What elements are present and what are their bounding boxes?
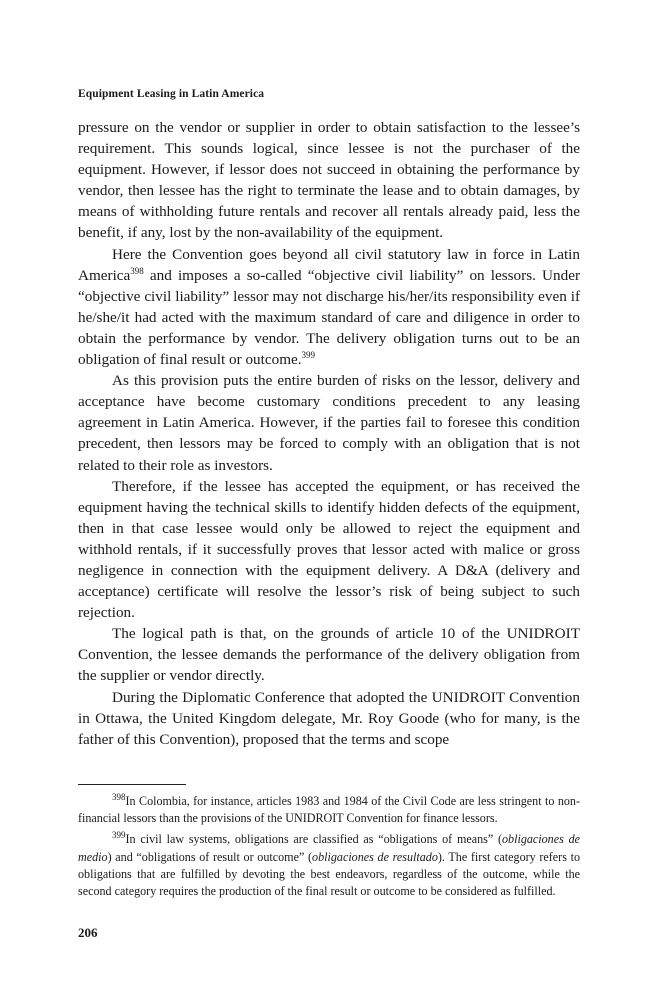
paragraph-5: The logical path is that, on the grounds of article 10 of the UNIDROIT Convention, the lessee demands the performance of the delivery obligation from the supplier or vendor directly. <box>78 625 580 685</box>
paragraph-2 <box>78 244 580 371</box>
paragraph-3: As this provision puts the entire burden of risks on the lessor, delivery and acceptance have become customary conditions precedent to any leasing agreement in Latin America. However, if the parties fail to foresee this condition precedent, then lessors may be forced to comply with an obligation that is not related to their role as investors. <box>78 372 580 474</box>
page-number: 206 <box>78 925 98 940</box>
footnote-399 <box>78 831 580 900</box>
footnote-399-text-e: ). The first category refers to obligations that are fulfilled by devoting the best endeavors, regardless of the outcome, while the second category requires the production of the final result or outcome to be considered as fulfilled. <box>78 849 581 899</box>
paragraph-2-part-b: and imposes a so-called “objective civil liability” on lessors. Under “objective civil liability” lessor may not discharge his/her/its responsibility even if he/she/it had acted with the maximum standard of care and diligence in order to obtain the performance by vendor. The delivery obligation turns out to be an obligation of final result or outcome. <box>78 266 580 369</box>
footnote-398-text: In Colombia, for instance, articles 1983 and 1984 of the Civil Code are less stringent to non-financial lessors than the provisions of the UNIDROIT Convention for finance lessors. <box>78 794 580 826</box>
footnote-ref-398[interactable]: 398 <box>130 265 144 276</box>
footnote-399-text-a: In civil law systems, obligations are classified as “obligations of means” ( <box>125 832 502 847</box>
paragraph-1: pressure on the vendor or supplier in order to obtain satisfaction to the lessee’s requirement. This sounds logical, since lessee is not the purchaser of the equipment. However, if lessor does not succeed in obtaining the performance by vendor, then lessee has the right to terminate the lease and to obtain damages, by means of withholding future rentals and recover all rentals already paid, less the benefit, if any, lost by the non-availability of the equipment. <box>78 119 580 242</box>
running-head: Equipment Leasing in Latin America <box>78 88 265 100</box>
footnote-399-text-c: ) and “obligations of result or outcome” ( <box>107 849 313 864</box>
paragraph-2-part-a: Here the Convention goes beyond all civil statutory law in force in Latin America <box>78 245 580 284</box>
body-text <box>78 117 580 750</box>
footnote-399-term-resultado: obligaciones de resultado <box>312 849 438 864</box>
footnote-ref-399[interactable]: 399 <box>301 349 316 360</box>
footnote-399-term-medio: obligaciones de medio <box>78 832 580 864</box>
footnote-divider <box>78 784 186 785</box>
footnote-mark-399: 399 <box>112 830 126 841</box>
paragraph-4: Therefore, if the lessee has accepted the equipment, or has received the equipment having the technical skills to identify hidden defects of the equipment, then in that case lessee would only be allowed to reject the equipment and withhold rentals, if it successfully proves that lessor acted with malice or gross negligence in connection with the equipment delivery. A D&A (delivery and acceptance) certificate will resolve the lessor’s risk of being subject to such rejection. <box>78 477 580 622</box>
footnote-mark-398: 398 <box>112 791 126 802</box>
footnotes <box>78 793 580 900</box>
paragraph-6: During the Diplomatic Conference that adopted the UNIDROIT Convention in Ottawa, the United Kingdom delegate, Mr. Roy Goode (who for many, is the father of this Convention), proposed that the terms and scope <box>78 688 580 748</box>
footnote-398 <box>78 793 580 827</box>
